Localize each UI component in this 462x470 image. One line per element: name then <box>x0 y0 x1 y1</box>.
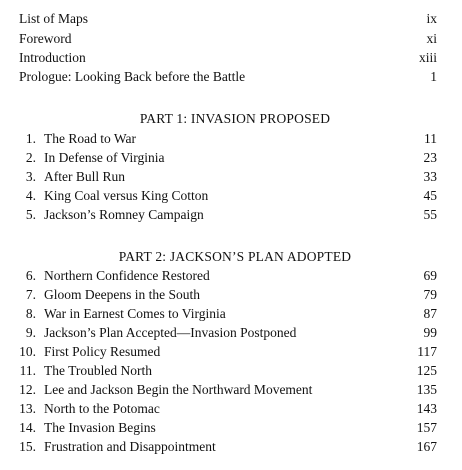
chapter-number: 9. <box>25 325 36 340</box>
chapter-number: 1. <box>25 131 36 146</box>
chapter-title: The Troubled North <box>44 363 152 378</box>
toc-entry-chapter-12 <box>0 381 462 399</box>
entry-page: 1 <box>430 69 437 84</box>
chapter-page: 33 <box>423 169 437 184</box>
chapter-title: Lee and Jackson Begin the Northward Movement <box>44 382 313 397</box>
entry-page: xiii <box>418 50 437 65</box>
chapter-title: First Policy Resumed <box>44 344 161 359</box>
toc-entry-chapter-2 <box>0 149 462 167</box>
chapter-number: 12. <box>19 382 36 397</box>
chapter-number: 7. <box>25 287 36 302</box>
chapter-page: 55 <box>423 207 437 222</box>
chapter-title: North to the Potomac <box>44 401 160 416</box>
toc-entry-chapter-15 <box>0 438 462 456</box>
chapter-title: Northern Confidence Restored <box>44 268 210 283</box>
entry-title: Prologue: Looking Back before the Battle <box>19 69 246 84</box>
toc-entry-chapter-3 <box>0 168 462 186</box>
toc-entry-chapter-8 <box>0 305 462 323</box>
chapter-title: Jackson’s Plan Accepted—Invasion Postponed <box>44 325 297 340</box>
chapter-title: War in Earnest Comes to Virginia <box>44 306 226 321</box>
toc-entry-chapter-10 <box>0 343 462 361</box>
chapter-page: 69 <box>423 268 437 283</box>
chapter-number: 6. <box>25 268 36 283</box>
entry-page: ix <box>426 11 437 26</box>
chapter-page: 11 <box>424 131 437 146</box>
chapter-page: 99 <box>423 325 437 340</box>
chapter-number: 5. <box>25 207 36 222</box>
chapter-page: 23 <box>423 150 437 165</box>
toc-entry-chapter-6 <box>0 267 462 285</box>
chapter-title: The Invasion Begins <box>44 420 156 435</box>
chapter-page: 87 <box>423 306 437 321</box>
chapter-title: Gloom Deepens in the South <box>44 287 200 302</box>
chapter-title: The Road to War <box>44 131 137 146</box>
chapter-page: 125 <box>416 363 437 378</box>
chapter-number: 10. <box>19 344 36 359</box>
chapter-number: 2. <box>25 150 36 165</box>
chapter-page: 79 <box>423 287 437 302</box>
toc-entry-introduction <box>0 49 462 67</box>
chapter-number: 11. <box>19 363 36 378</box>
toc-entry-chapter-1 <box>0 130 462 148</box>
chapter-number: 4. <box>25 188 36 203</box>
chapter-title: In Defense of Virginia <box>44 150 165 165</box>
toc-entry-chapter-4 <box>0 187 462 205</box>
chapter-number: 15. <box>19 439 36 454</box>
chapter-number: 3. <box>25 169 36 184</box>
chapter-page: 167 <box>416 439 437 454</box>
toc-entry-chapter-9 <box>0 324 462 342</box>
chapter-page: 45 <box>423 188 437 203</box>
chapter-title: After Bull Run <box>44 169 125 184</box>
toc-entry-chapter-11 <box>0 362 462 380</box>
chapter-number: 8. <box>25 306 36 321</box>
toc-entry-foreword <box>0 30 462 48</box>
chapter-number: 14. <box>19 420 36 435</box>
chapter-page: 117 <box>417 344 437 359</box>
chapter-page: 135 <box>416 382 437 397</box>
chapter-title: Frustration and Disappointment <box>44 439 216 454</box>
entry-title: Introduction <box>19 50 86 65</box>
entry-page: xi <box>426 31 437 46</box>
chapter-title: King Coal versus King Cotton <box>44 188 209 203</box>
part-2-heading: PART 2: JACKSON’S PLAN ADOPTED <box>118 249 352 264</box>
entry-title: Foreword <box>19 31 72 46</box>
chapter-title: Jackson’s Romney Campaign <box>44 207 204 222</box>
toc-entry-chapter-5 <box>0 206 462 224</box>
toc-entry-list-of-maps <box>0 10 462 28</box>
chapter-number: 13. <box>19 401 36 416</box>
toc-entry-prologue <box>0 68 462 86</box>
toc-entry-chapter-7 <box>0 286 462 304</box>
toc-entry-chapter-14 <box>0 419 462 437</box>
chapter-page: 157 <box>416 420 437 435</box>
chapter-page: 143 <box>416 401 437 416</box>
entry-title: List of Maps <box>19 11 88 26</box>
toc-entry-chapter-13 <box>0 400 462 418</box>
part-1-heading: PART 1: INVASION PROPOSED <box>139 111 331 126</box>
